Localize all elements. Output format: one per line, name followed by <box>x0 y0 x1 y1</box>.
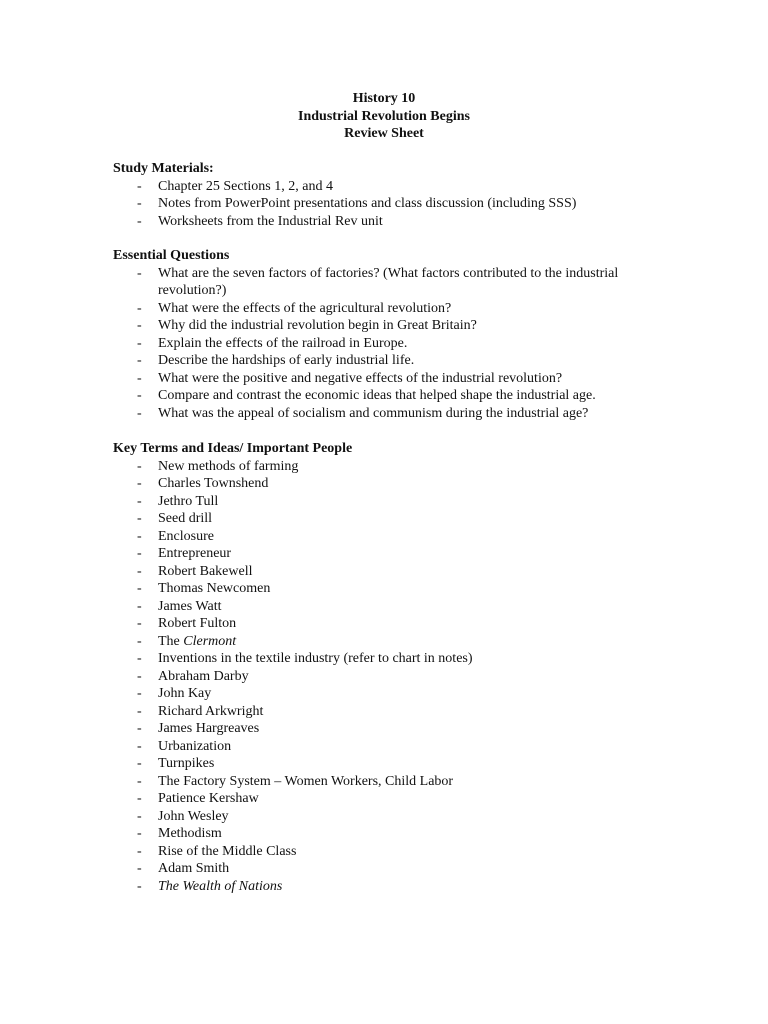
list-item-text: Entrepreneur <box>158 546 232 561</box>
bullet-dash: - <box>137 598 142 614</box>
bullet-dash: - <box>137 581 142 596</box>
list-item <box>113 773 673 791</box>
bullet-dash: - <box>137 458 142 474</box>
list-item <box>113 860 673 878</box>
bullet-dash: - <box>137 826 142 841</box>
list-item-text: Adam Smith <box>158 861 230 876</box>
bullet-dash: - <box>137 493 142 509</box>
list-item <box>113 352 673 370</box>
study-materials-section <box>113 160 673 230</box>
bullet-dash: - <box>137 738 142 754</box>
list-item-text: James Watt <box>158 598 222 614</box>
bullet-dash: - <box>137 528 142 544</box>
bullet-dash: - <box>137 300 142 316</box>
list-item-text: New methods of farming <box>158 458 299 474</box>
list-item <box>113 633 673 651</box>
list-item <box>113 510 673 528</box>
course-title: History 10 <box>352 91 416 106</box>
list-item <box>113 335 673 353</box>
list-item-text: What were the effects of the agricultural revolution? <box>158 300 452 316</box>
bullet-dash: - <box>137 213 142 229</box>
list-item <box>113 598 673 616</box>
bullet-dash: - <box>137 616 142 631</box>
list-item-text: Seed drill <box>158 511 213 526</box>
list-item <box>113 405 673 423</box>
bullet-dash: - <box>137 476 142 491</box>
list-item-text: John Kay <box>158 686 212 701</box>
clermont-prefix: The <box>158 633 184 649</box>
list-item-text: Richard Arkwright <box>158 703 264 719</box>
list-item <box>113 475 673 493</box>
list-item <box>113 790 673 808</box>
list-item-text: Turnpikes <box>158 756 215 771</box>
list-item <box>113 878 673 896</box>
list-item-text: What was the appeal of socialism and communism during the industrial age? <box>158 405 589 421</box>
bullet-dash: - <box>137 388 142 403</box>
list-item <box>113 580 673 598</box>
list-item-text: Why did the industrial revolution begin in Great Britain? <box>158 318 477 333</box>
list-item-text: Patience Kershaw <box>158 791 259 806</box>
list-item <box>113 720 673 738</box>
list-item <box>113 843 673 861</box>
list-item <box>113 668 673 686</box>
clermont-title: Clermont <box>183 633 237 649</box>
sheet-title: Review Sheet <box>344 126 424 141</box>
list-item <box>113 738 673 756</box>
wealth-of-nations-title: The Wealth of Nations <box>158 878 283 894</box>
list-item-text: Robert Bakewell <box>158 563 253 579</box>
list-item-text: Compare and contrast the economic ideas that helped shape the industrial age. <box>158 388 596 403</box>
list-item-text: Abraham Darby <box>158 668 249 684</box>
list-item <box>113 178 673 196</box>
bullet-dash: - <box>137 265 142 281</box>
list-item <box>113 685 673 703</box>
bullet-dash: - <box>137 756 142 771</box>
list-item-text: Notes from PowerPoint presentations and class discussion (including SSS) <box>158 196 577 211</box>
list-item-text: Urbanization <box>158 738 232 754</box>
bullet-dash: - <box>137 353 142 368</box>
bullet-dash: - <box>137 773 142 789</box>
list-item <box>113 563 673 581</box>
bullet-dash: - <box>137 511 142 526</box>
list-item-text: Worksheets from the Industrial Rev unit <box>158 213 383 229</box>
list-item-text: James Hargreaves <box>158 721 260 736</box>
list-item <box>113 545 673 563</box>
bullet-dash: - <box>137 563 142 579</box>
list-item <box>113 755 673 773</box>
bullet-dash: - <box>137 633 142 649</box>
list-item-text: Explain the effects of the railroad in Europe. <box>158 335 408 351</box>
study-materials-list <box>113 178 673 231</box>
list-item-text: Rise of the Middle Class <box>158 843 297 859</box>
list-item <box>113 300 673 318</box>
list-item <box>113 317 673 335</box>
bullet-dash: - <box>137 861 142 876</box>
list-item <box>113 528 673 546</box>
bullet-dash: - <box>137 335 142 351</box>
bullet-dash: - <box>137 808 142 824</box>
list-item-text: The Factory System – Women Workers, Child Labor <box>158 773 454 789</box>
list-item <box>113 650 673 668</box>
list-item-text: Describe the hardships of early industrial life. <box>158 353 415 368</box>
list-item <box>113 458 673 476</box>
study-materials-heading: Study Materials: <box>113 161 214 176</box>
bullet-dash: - <box>137 721 142 736</box>
bullet-dash: - <box>137 318 142 333</box>
essential-questions-list <box>113 265 673 423</box>
unit-title: Industrial Revolution Begins <box>298 108 470 124</box>
list-item-text: Jethro Tull <box>158 493 219 509</box>
key-terms-section <box>113 440 673 895</box>
list-item-text: Chapter 25 Sections 1, 2, and 4 <box>158 178 333 194</box>
key-terms-heading: Key Terms and Ideas/ Important People <box>113 441 353 456</box>
list-item <box>113 387 673 405</box>
list-item <box>113 615 673 633</box>
bullet-dash: - <box>137 546 142 561</box>
list-item-text: What were the positive and negative effects of the industrial revolution? <box>158 370 563 386</box>
list-item-text: Methodism <box>158 826 222 841</box>
list-item <box>113 808 673 826</box>
list-item <box>113 265 673 300</box>
list-item-text: Charles Townshend <box>158 476 269 491</box>
document-title <box>0 90 768 143</box>
bullet-dash: - <box>137 878 142 894</box>
bullet-dash: - <box>137 791 142 806</box>
bullet-dash: - <box>137 178 142 194</box>
bullet-dash: - <box>137 370 142 386</box>
list-item-text: Inventions in the textile industry (refer to chart in notes) <box>158 651 473 666</box>
bullet-dash: - <box>137 668 142 684</box>
key-terms-list <box>113 458 673 896</box>
list-item-text: Thomas Newcomen <box>158 581 271 596</box>
bullet-dash: - <box>137 703 142 719</box>
list-item-text: John Wesley <box>158 808 229 824</box>
list-item <box>113 703 673 721</box>
bullet-dash: - <box>137 651 142 666</box>
list-item <box>113 370 673 388</box>
list-item-text: Robert Fulton <box>158 616 237 631</box>
bullet-dash: - <box>137 843 142 859</box>
bullet-dash: - <box>137 196 142 211</box>
list-item <box>113 825 673 843</box>
list-item <box>113 213 673 231</box>
list-item <box>113 493 673 511</box>
list-item <box>113 195 673 213</box>
bullet-dash: - <box>137 686 142 701</box>
essential-questions-heading: Essential Questions <box>113 248 230 263</box>
list-item-text: Enclosure <box>158 528 214 544</box>
essential-questions-section <box>113 247 673 422</box>
list-item-text: What are the seven factors of factories? (What factors contributed to the industrial revolution?) <box>158 265 619 298</box>
bullet-dash: - <box>137 405 142 421</box>
